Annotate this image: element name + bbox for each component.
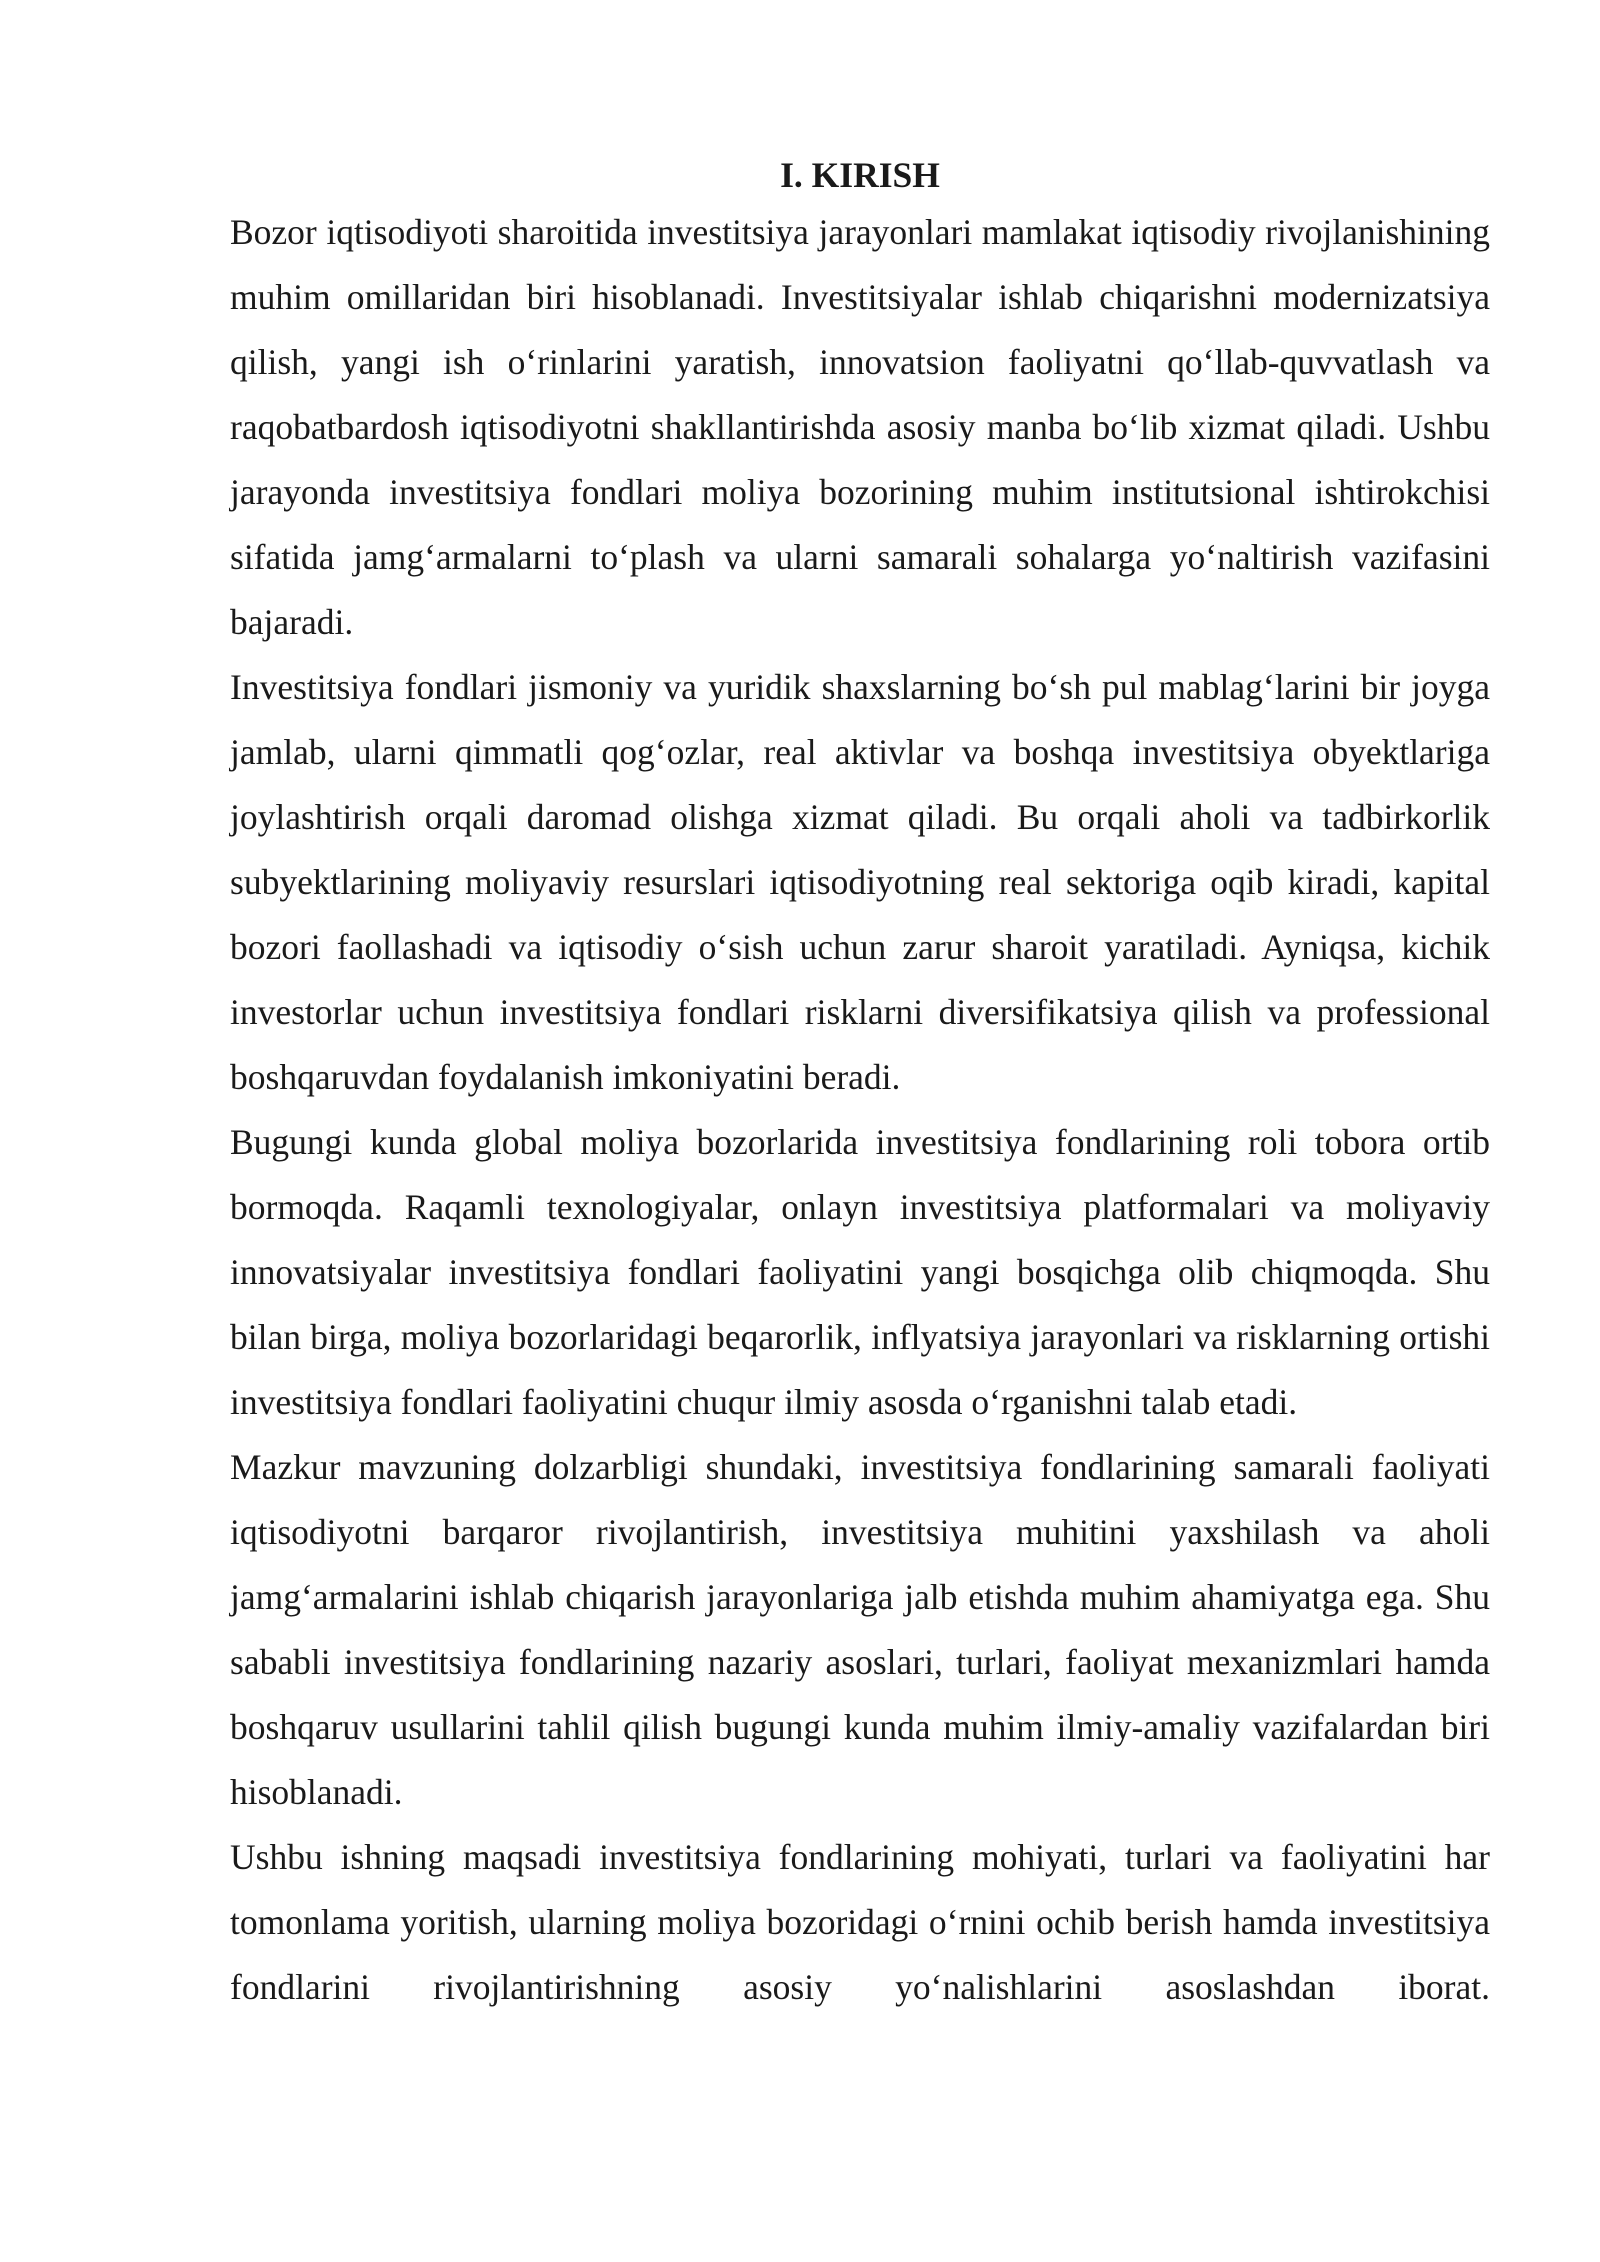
paragraph-5: Ushbu ishning maqsadi investitsiya fondlarining mohiyati, turlari va faoliyatini har tomonlama yoritish, ularning moliya bozoridagi o‘rnini ochib berish hamda investitsiya fondlarini rivojlantirishning asosiy yo‘nalishlarini asoslashdan iborat. (230, 1837, 1490, 2007)
paragraph-1: Bozor iqtisodiyoti sharoitida investitsiya jarayonlari mamlakat iqtisodiy rivojlanishining muhim omillaridan biri hisoblanadi. Investitsiyalar ishlab chiqarishni modernizatsiya qilish, yangi ish o‘rinlarini yaratish, innovatsion faoliyatni qo‘llab-quvvatlash va raqobatbardosh iqtisodiyotni shakllantirishda asosiy manba bo‘lib xizmat qiladi. Ushbu jarayonda investitsiya fondlari moliya bozorining muhim institutsional ishtirokchisi sifatida jamg‘armalarni to‘plash va ularni samarali sohalarga yo‘naltirish vazifasini bajaradi. (230, 212, 1490, 642)
paragraph-2: Investitsiya fondlari jismoniy va yuridik shaxslarning bo‘sh pul mablag‘larini bir joyga jamlab, ularni qimmatli qog‘ozlar, real aktivlar va boshqa investitsiya obyektlariga joylashtirish orqali daromad olishga xizmat qiladi. Bu orqali aholi va tadbirkorlik subyektlarining moliyaviy resurslari iqtisodiyotning real sektoriga oqib kiradi, kapital bozori faollashadi va iqtisodiy o‘sish uchun zarur sharoit yaratiladi. Ayniqsa, kichik investorlar uchun investitsiya fondlari risklarni diversifikatsiya qilish va professional boshqaruvdan foydalanish imkoniyatini beradi. (230, 667, 1490, 1097)
paragraph-3: Bugungi kunda global moliya bozorlarida investitsiya fondlarining roli tobora ortib bormoqda. Raqamli texnologiyalar, onlayn investitsiya platformalari va moliyaviy innovatsiyalar investitsiya fondlari faoliyatini yangi bosqichga olib chiqmoqda. Shu bilan birga, moliya bozorlaridagi beqarorlik, inflyatsiya jarayonlari va risklarning ortishi investitsiya fondlari faoliyatini chuqur ilmiy asosda o‘rganishni talab etadi. (230, 1122, 1490, 1422)
section-title: I. KIRISH (780, 155, 940, 195)
paragraph-4: Mazkur mavzuning dolzarbligi shundaki, investitsiya fondlarining samarali faoliyati iqtisodiyotni barqaror rivojlantirish, investitsiya muhitini yaxshilash va aholi jamg‘armalarini ishlab chiqarish jarayonlariga jalb etishda muhim ahamiyatga ega. Shu sababli investitsiya fondlarining nazariy asoslari, turlari, faoliyat mexanizmlari hamda boshqaruv usullarini tahlil qilish bugungi kunda muhim ilmiy-amaliy vazifalardan biri hisoblanadi. (230, 1447, 1490, 1812)
document-body (230, 150, 1490, 2020)
